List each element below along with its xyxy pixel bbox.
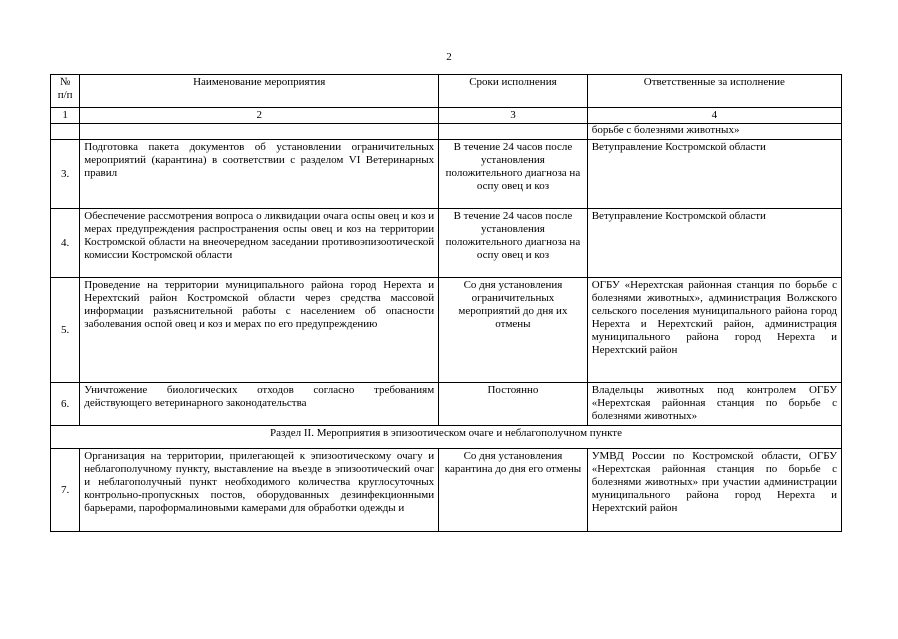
header-number — [51, 75, 80, 108]
row-term: Со дня установления ограничительных мероприятий до дня их отмены — [439, 278, 588, 383]
row-number: 3. — [51, 140, 80, 209]
row-responsible: Ветуправление Костромской области — [587, 140, 841, 209]
row-name: Подготовка пакета документов об установлении ограничительных мероприятий (карантина) в соответствии с разделом VI Ветеринарных правил — [80, 140, 439, 209]
row-number: 6. — [51, 383, 80, 426]
row-name: Уничтожение биологических отходов согласно требованиям действующего ветеринарного законодательства — [80, 383, 439, 426]
table-row — [51, 140, 842, 209]
table-row — [51, 124, 842, 140]
table-row — [51, 383, 842, 426]
row-term: Постоянно — [439, 383, 588, 426]
header-term: Сроки исполнения — [439, 75, 588, 108]
row-responsible: борьбе с болезнями животных» — [587, 124, 841, 140]
measures-table — [50, 74, 842, 532]
row-responsible: Ветуправление Костромской области — [587, 209, 841, 278]
column-index: 4 — [587, 108, 841, 124]
row-term: Со дня установления карантина до дня его отмены — [439, 449, 588, 532]
table-row — [51, 449, 842, 532]
column-index: 1 — [51, 108, 80, 124]
row-number: 5. — [51, 278, 80, 383]
header-responsible: Ответственные за исполнение — [587, 75, 841, 108]
header-name: Наименование мероприятия — [80, 75, 439, 108]
section-title: Раздел II. Мероприятия в эпизоотическом очаге и неблагополучном пункте — [51, 426, 842, 449]
row-name: Организация на территории, прилегающей к эпизоотическому очагу и неблагополучному пункту, выставление на въезде в эпизоотический очаг и неблагополучный пункт необходимого количества круглосуточных контрольно-пропускных постов, оборудованных дезинфекционными барьерами, пароформалиновыми камерами для обработки одежды и — [80, 449, 439, 532]
row-name — [80, 124, 439, 140]
header-number-line2: п/п — [57, 89, 73, 101]
row-name: Обеспечение рассмотрения вопроса о ликвидации очага оспы овец и коз и мерах предупреждения распространения оспы овец и коз на территории Костромской области на внеочередном заседании противоэпизоотической комиссии Костромской области — [80, 209, 439, 278]
column-index: 2 — [80, 108, 439, 124]
table-row — [51, 278, 842, 383]
row-term — [439, 124, 588, 140]
page-number: 2 — [446, 51, 452, 63]
table-header-row — [51, 75, 842, 108]
row-number: 7. — [51, 449, 80, 532]
table-row — [51, 209, 842, 278]
row-number — [51, 124, 80, 140]
row-responsible: УМВД России по Костромской области, ОГБУ «Нерехтская районная станция по борьбе с болезнями животных» при участии администрации муниципального района город Нерехта и Нерехтский район — [587, 449, 841, 532]
column-index: 3 — [439, 108, 588, 124]
row-name: Проведение на территории муниципального района город Нерехта и Нерехтский район Костромской области через средства массовой информации разъяснительной работы с населением об опасности заболевания оспой овец и коз и мерах по его предупреждению — [80, 278, 439, 383]
row-number: 4. — [51, 209, 80, 278]
row-term: В течение 24 часов после установления положительного диагноза на оспу овец и коз — [439, 140, 588, 209]
column-index-row — [51, 108, 842, 124]
row-responsible: ОГБУ «Нерехтская районная станция по борьбе с болезнями животных», администрация Волжского сельского поселения муниципального района город Нерехта и Нерехтский район, администрация муниципального района город Нерехта и Нерехтский район — [587, 278, 841, 383]
row-responsible: Владельцы животных под контролем ОГБУ «Нерехтская районная станция по борьбе с болезнями животных» — [587, 383, 841, 426]
row-term: В течение 24 часов после установления положительного диагноза на оспу овец и коз — [439, 209, 588, 278]
header-number-line1: № — [59, 76, 71, 88]
section-header-row — [51, 426, 842, 449]
